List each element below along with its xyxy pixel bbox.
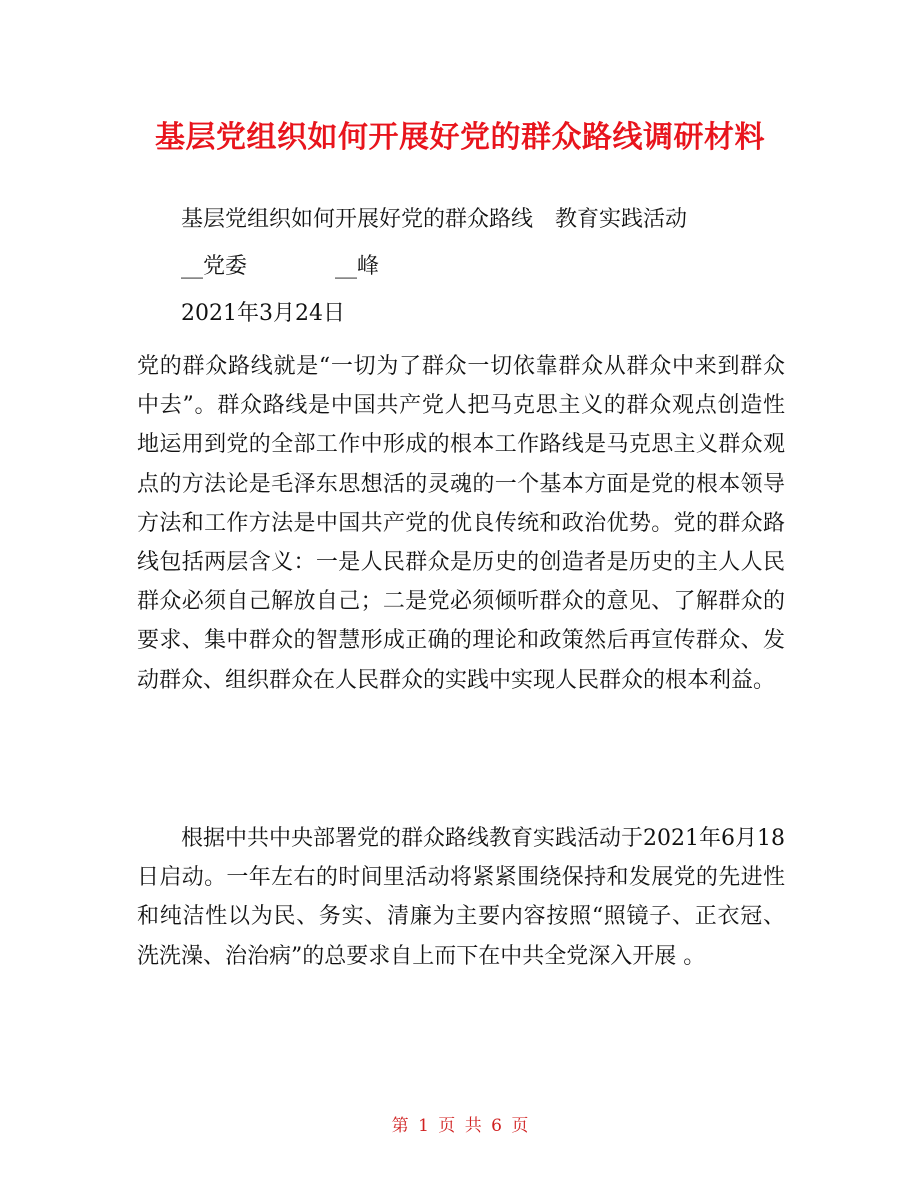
author-line: __党委 __峰	[181, 254, 380, 279]
document-subtitle: 基层党组织如何开展好党的群众路线 教育实践活动	[181, 207, 688, 232]
body-paragraph-2: 根据中共中央部署党的群众路线教育实践活动于2021年6月18日启动。一年左右的时间里活动将紧紧围绕保持和发展党的先进性和纯洁性以为民、务实、清廉为主要内容按照“照镜子、正衣冠、洗洗澡、治治病”的总要求自上而下在中共全党深入开展 。	[137, 826, 785, 969]
document-title: 基层党组织如何开展好党的群众路线调研材料	[155, 120, 765, 155]
body-paragraph-1: 党的群众路线就是“一切为了群众一切依靠群众从群众中来到群众中去”。群众路线是中国共产党人把马克思主义的群众观点创造性地运用到党的全部工作中形成的根本工作路线是马克思主义群众观点的方法论是毛泽东思想活的灵魂的一个基本方面是党的根本领导方法和工作方法是中国共产党的优良传统和政治优势。党的群众路线包括两层含义：一是人民群众是历史的创造者是历史的主人人民群众必须自己解放自己；二是党必须倾听群众的意见、了解群众的要求、集中群众的智慧形成正确的理论和政策然后再宣传群众、发动群众、组织群众在人民群众的实践中实现人民群众的根本利益。	[137, 354, 785, 693]
page-indicator: 第 1 页 共 6 页	[391, 1116, 529, 1136]
document-date: 2021年3月24日	[181, 301, 345, 326]
